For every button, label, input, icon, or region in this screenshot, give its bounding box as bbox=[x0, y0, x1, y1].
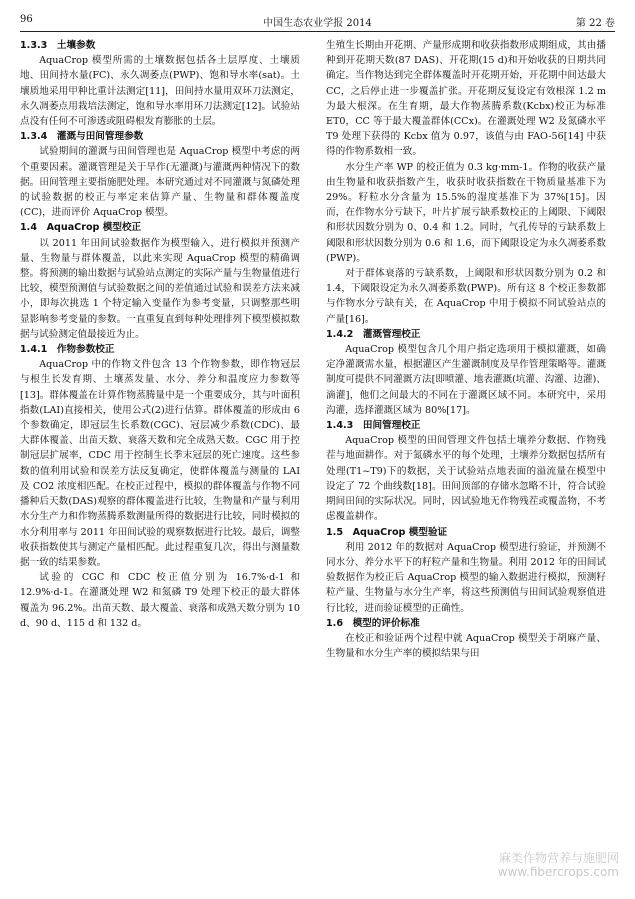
section-heading: 1.6 模型的评价标准 bbox=[326, 617, 420, 629]
paragraph: AquaCrop 中的作物文件包含 13 个作物参数，即作物冠层与根生长发育期、土壤蒸发量、水分、养分和温度应力参数等[13]。群体覆盖在计算作物蒸腾量中是一个重要成分，其与叶面积指数(LAI)直接相关，使用公式(2)进行估算。群体覆盖的形成由 6 个参数确定，即冠层生长系数(CGC)、冠层减少系数(CDC)、最大群体覆盖、出苗天数、衰落天数和完全成熟天数。CGC 用于控制冠层扩展率，CDC 用于控制生长季末冠层的死亡速度。这些参数的值利用试验和误差方法反复确定，使群体覆盖与测量的 LAI 及 CO2 浓度相匹配。在校正过程中，模拟的群体覆盖与作物不同播种后天数(DAS)观察的群体覆盖进行比较，生物量和产量与利用水分生产力和作物蒸腾系数测量所得的数据进行比较，同时模拟的水分利用率与 2011 年田间试验的观察数据进行比较。最后，调整收获指数使其与测定产量相匹配。此过程重复几次，得出与测量数据一致的结果参数。 bbox=[20, 359, 300, 568]
paragraph: 对于群体衰落的亏缺系数，上阈限和形状因数分别为 0.2 和 1.4，下阈限设定为永久凋萎系数(PWP)。所有这 8 个校正参数都与作物水分亏缺有关，在 AquaCrop 中用于模拟不同试验站点的产量[16]。 bbox=[326, 268, 606, 325]
section-heading: 1.5 AquaCrop 模型验证 bbox=[326, 526, 448, 538]
paragraph: AquaCrop 模型所需的土壤数据包括各土层厚度、土壤质地、田间持水量(FC)、永久凋萎点(PWP)、饱和导水率(sat)。土壤质地采用甲种比重计法测定[11]，田间持水量用双环刀法测定，永久凋萎点用栽培法测定，饱和导水率用环刀法测定[12]。试验站点没有任何不可渗透或阻碍根发育膨胀的土层。 bbox=[20, 55, 300, 128]
right-column bbox=[326, 38, 606, 661]
paragraph: 以 2011 年田间试验数据作为模型输入，进行模拟并预测产量、生物量与群体覆盖，以此来实现 AquaCrop 模型的精确调整。将预测的输出数据与试验站点测定的实际产量与生物量值进行比较，模型预测值与试验数据之间的差值通过试验和误差方法来减小，即每次挑选 1 个特定输入变量作为参考变量，只调整那些明显影响参考变量的参数。一直重复直到每种处理排列下模型模拟数据与试验测定值最接近为止。 bbox=[20, 237, 300, 340]
paragraph: 利用 2012 年的数据对 AquaCrop 模型进行验证，并预测不同水分、养分水平下的籽粒产量和生物量。利用 2012 年的田间试验数据作为校正后 AquaCrop 模型的输入数据进行模拟，预测籽粒产量、生物量与水分生产率，将这些预测值与田间试验观察值进行比较，进而验证模型的正确性。 bbox=[326, 541, 606, 614]
paragraph: 试验期间的灌溉与田间管理也是 AquaCrop 模型中考虑的两个重要因素。灌溉管理是关于旱作(无灌溉)与灌溉两种情况下的数据。田间管理主要指施肥处理。本研究通过对不同灌溉与氮磷处理的试验数据的校正与率定来估算产量、生物量和群体覆盖度(CC)，进而评价 AquaCrop 模型。 bbox=[20, 146, 300, 219]
paragraph: AquaCrop 模型包含几个用户指定选项用于模拟灌溉，如确定净灌溉需水量，根据灌区产生灌溉制度及旱作管理策略等。灌溉制度可提供不同灌溉方法[即喷灌、地表灌溉(坑灌、沟灌、边灌)、滴灌]，他们之间最大的不同在于灌溉区域不同。本研究中，采用沟灌，选择灌溉区域为 80%[17]。 bbox=[326, 344, 606, 416]
watermark-url: www.fibercrops.com bbox=[497, 865, 619, 879]
paragraph: 水分生产率 WP 的校正值为 0.3 kg·mm-1。作物的收获产量由生物量和收获指数产生，收获时收获指数在干物质量基准下为 29%。籽粒水分含量为 15.5%的湿度基准下为 37%[15]。因而，在作物水分亏缺下，叶片扩展亏缺系数校正的上阈限、下阈限和形状因数分别为 0、0.4 和 1.2。同时，气孔传导的亏缺系数上阈限和形状因数分别为 0.6 和 1.6，而下阈限设定为永久凋萎系数(PWP)。 bbox=[326, 161, 606, 264]
paragraph: 试验的 CGC 和 CDC 校正值分别为 16.7%·d-1 和 12.9%·d-1。在灌溉处理 W2 和氮磷 T9 处理下校正的最大群体覆盖为 96.2%。出苗天数、最大覆盖、衰落和成熟天数分别为 10 d、90 d、115 d 和 132 d。 bbox=[20, 572, 300, 629]
volume-label: 第 22 卷 bbox=[575, 18, 615, 29]
section-heading: 1.3.4 灌溉与田间管理参数 bbox=[20, 131, 144, 143]
journal-title: 中国生态农业学报 2014 bbox=[263, 18, 372, 29]
section-heading: 1.4 AquaCrop 模型校正 bbox=[20, 222, 142, 234]
section-heading: 1.4.3 田间管理校正 bbox=[326, 420, 421, 432]
paragraph: 生殖生长期由开花期、产量形成期和收获指数形成期组成，其由播种到开花期天数(87 DAS)、开花期(15 d)和开始收获的日期共同确定。当作物达到完全群体覆盖时开花期开始，开花期中间达最大 CC，之后停止进一步覆盖扩张。开花期反复设定有效根深 1.2 m 为最大根深。在生育期，最大作物蒸腾系数(Kcbx)校正为标准 ET0，CC 等于最大覆盖群体(CCx)。在灌溉处理 W2 及氮磷水平 T9 处理下获得的 Kcbx 值为 0.97，该值与由 FAO-56[14] 中获得的作物系数相一致。 bbox=[326, 40, 606, 158]
section-heading: 1.3.3 土壤参数 bbox=[20, 40, 96, 51]
page-number: 96 bbox=[20, 14, 33, 25]
page-header bbox=[20, 14, 615, 30]
watermark-site-name: 麻类作物营养与施肥网 bbox=[498, 851, 619, 865]
paragraph: AquaCrop 模型的田间管理文件包括土壤养分数据、作物残茬与地面耕作。对于氮磷水平的每个处理，土壤养分数据包括所有处理(T1~T9)下的数据，关于试验站点地表面的溢流量在模型中设定了 72 个曲线数[18]。田间顶部的存储水忽略不计，符合试验期间田间的实际状况。同时，因试验地无作物残茬或覆盖物，不考虑覆盖耕作。 bbox=[326, 435, 606, 523]
watermark bbox=[498, 851, 619, 879]
left-column bbox=[20, 38, 300, 631]
paragraph: 在校正和验证两个过程中就 AquaCrop 模型关于胡麻产量、生物量和水分生产率的模拟结果与田 bbox=[326, 632, 606, 660]
section-heading: 1.4.1 作物参数校正 bbox=[20, 344, 115, 356]
header-rule bbox=[20, 31, 615, 32]
section-heading: 1.4.2 灌溉管理校正 bbox=[326, 328, 421, 340]
